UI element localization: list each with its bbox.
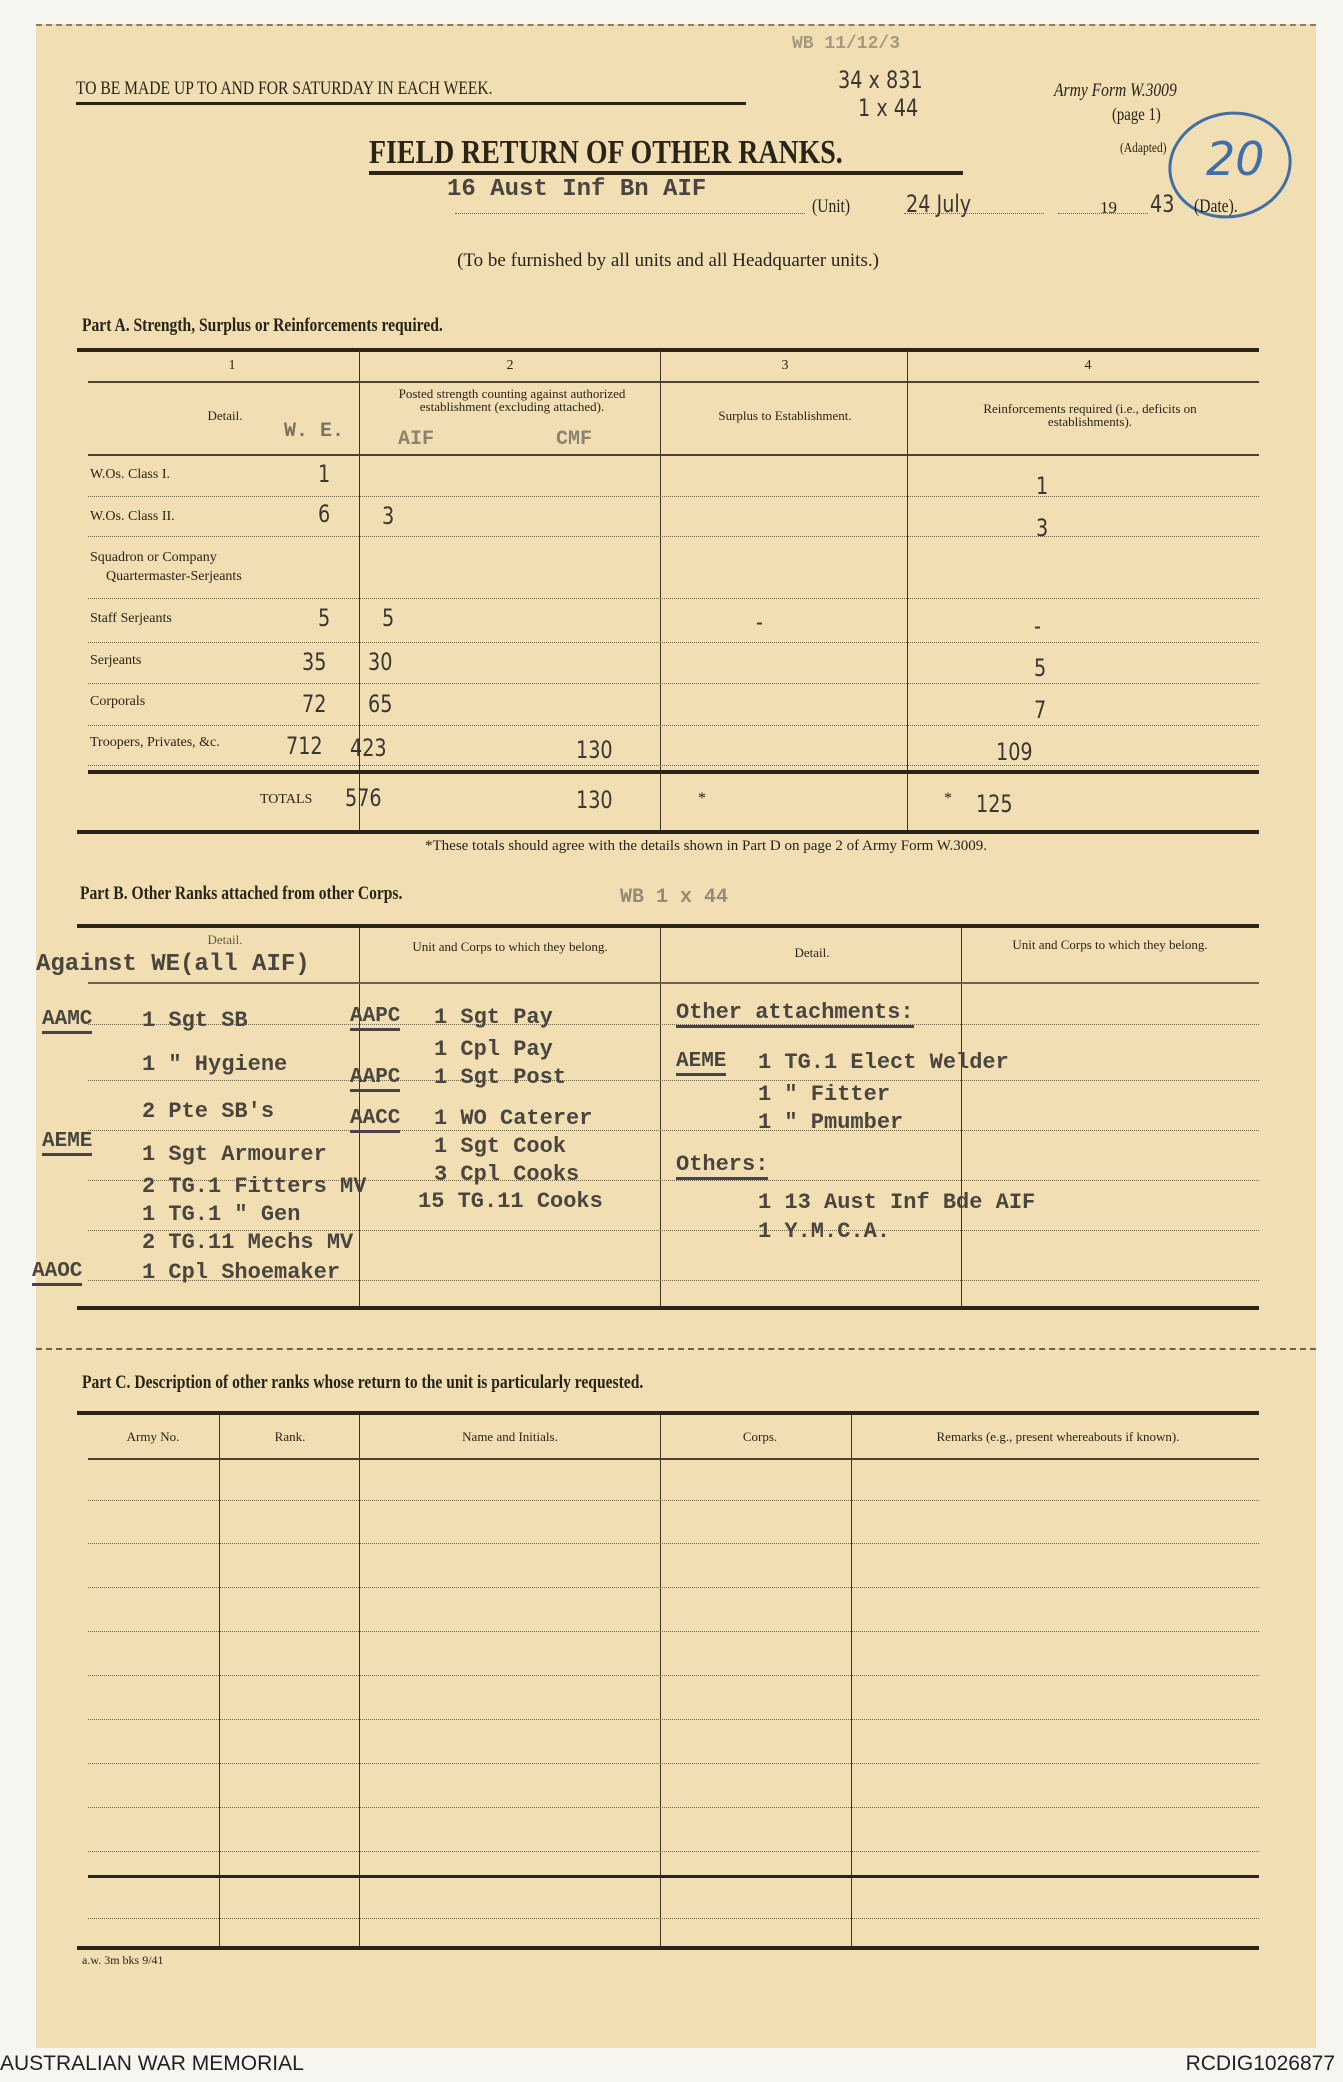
- row-line: [88, 1631, 1259, 1633]
- list-item: 1 TG.1 " Gen: [142, 1202, 301, 1227]
- row-reinf: 109: [996, 738, 1033, 766]
- col-divider: [907, 350, 908, 832]
- row-line: [88, 1807, 1259, 1809]
- list-item: 2 Pte SB's: [142, 1099, 275, 1124]
- row-aif: 5: [382, 604, 395, 632]
- row-we: 5: [318, 604, 331, 632]
- part-c-heading: Part C. Description of other ranks whose return to the unit is particularly requested.: [82, 1372, 644, 1393]
- row-detail: W.Os. Class II.: [90, 509, 175, 524]
- totals-reinf-mark: *: [944, 790, 952, 807]
- row-we: 35: [302, 648, 327, 676]
- divider: [88, 381, 1259, 383]
- header-corps: Corps.: [742, 1429, 778, 1444]
- col-divider: [660, 1415, 661, 1946]
- list-item: 1 Sgt Post: [434, 1065, 567, 1090]
- unit-dotted-line: [455, 213, 805, 215]
- row-reinf: -: [1034, 612, 1041, 640]
- row-line: [88, 1719, 1259, 1721]
- list-item: 2 TG.1 Fitters MV: [142, 1174, 367, 1199]
- col-divider: [961, 928, 962, 1308]
- list-item: 1 Sgt Cook: [434, 1134, 567, 1159]
- list-item: 15 TG.11 Cooks: [418, 1189, 603, 1214]
- title-underline: [369, 171, 963, 175]
- list-item: 1 Sgt Armourer: [142, 1142, 327, 1167]
- list-item: 1 " Pmumber: [758, 1110, 904, 1135]
- row-line: [88, 683, 1259, 685]
- row-aif: 3: [382, 502, 395, 530]
- perforation-line: [36, 1348, 1316, 1350]
- col-divider: [851, 1415, 852, 1946]
- others-heading: Others:: [676, 1152, 768, 1180]
- part-a-bottom-rule: [77, 830, 1259, 834]
- row-line: [88, 1675, 1259, 1677]
- row-we: 6: [318, 500, 331, 528]
- row-cmf: 130: [576, 736, 613, 764]
- header-detail-2: Detail.: [794, 945, 830, 960]
- header-detail: Detail.: [207, 408, 243, 423]
- col-divider: [660, 928, 661, 1308]
- list-item: 1 " Hygiene: [142, 1052, 288, 1077]
- header-name: Name and Initials.: [462, 1429, 558, 1444]
- year-prefix: 19: [1100, 198, 1117, 217]
- date-label: (Date).: [1194, 196, 1238, 217]
- totals-rule: [88, 770, 1259, 774]
- part-b-stamp: WB 1 x 44: [620, 886, 729, 909]
- corps-label: AAPC: [350, 1066, 400, 1092]
- corps-label: AAPC: [350, 1005, 400, 1031]
- col-divider: [660, 350, 661, 832]
- row-line: [88, 1080, 1259, 1082]
- stamp-line-2: 1 x 44: [858, 94, 919, 122]
- footer-id: RCDIG1026877: [1185, 2052, 1335, 2075]
- stamp-line-1: 34 x 831: [838, 66, 923, 94]
- divider: [76, 102, 746, 105]
- totals-aif: 576: [345, 784, 382, 812]
- corps-label: AAMC: [42, 1008, 92, 1034]
- header-rank: Rank.: [274, 1429, 306, 1444]
- header-cmf: CMF: [556, 428, 593, 451]
- row-reinf: 5: [1034, 654, 1047, 682]
- list-item: 1 13 Aust Inf Bde AIF: [758, 1190, 1036, 1215]
- row-line: [88, 536, 1259, 538]
- row-line: [88, 1458, 1259, 1460]
- date-dotted-line: [904, 213, 1044, 215]
- row-aif: 423: [350, 734, 387, 762]
- header-reinforcements: Reinforcements required (i.e., deficits on establishments).: [983, 401, 1197, 429]
- row-line: [88, 765, 1259, 767]
- row-reinf: 1: [1036, 472, 1049, 500]
- year-value: 43: [1150, 190, 1175, 218]
- part-b-bottom-rule: [77, 1306, 1259, 1310]
- part-b-top-rule: [77, 924, 1259, 928]
- row-detail: Corporals: [90, 694, 146, 709]
- subtitle: (To be furnished by all units and all Headquarter units.): [457, 250, 879, 271]
- against-note: Against WE(all AIF): [36, 951, 310, 978]
- corps-label: AAOC: [32, 1260, 82, 1286]
- row-line: [88, 1024, 1259, 1026]
- col-divider: [359, 1415, 360, 1946]
- divider: [88, 982, 1259, 985]
- part-a-top-rule: [77, 348, 1259, 352]
- row-line: [88, 1130, 1259, 1132]
- date-value: 24 July: [906, 190, 972, 218]
- row-line: [88, 1851, 1259, 1853]
- part-c-top-rule: [77, 1411, 1259, 1415]
- header-army-no: Army No.: [126, 1429, 180, 1444]
- row-line: [88, 642, 1259, 644]
- header-unit-corps-2: Unit and Corps to which they belong.: [1012, 937, 1208, 952]
- row-detail-line-2: Quartermaster-Serjeants: [106, 569, 242, 584]
- row-we: 72: [302, 690, 327, 718]
- row-aif: 30: [368, 648, 393, 676]
- list-item: 1 Sgt SB: [142, 1008, 248, 1033]
- header-surplus: Surplus to Establishment.: [718, 408, 852, 423]
- header-posted: Posted strength counting against authorized establishment (excluding attached).: [398, 386, 626, 414]
- list-item: 3 Cpl Cooks: [434, 1162, 580, 1187]
- part-c-bottom-rule: [77, 1946, 1259, 1950]
- row-detail: Serjeants: [90, 653, 142, 668]
- footer-source: AUSTRALIAN WAR MEMORIAL: [0, 2052, 304, 2075]
- list-item: 1 WO Caterer: [434, 1106, 593, 1131]
- row-detail: Staff Serjeants: [90, 611, 172, 626]
- list-item: 2 TG.11 Mechs MV: [142, 1230, 354, 1255]
- header-aif: AIF: [398, 428, 435, 451]
- list-item: 1 Sgt Pay: [434, 1005, 553, 1030]
- part-a-heading: Part A. Strength, Surplus or Reinforcements required.: [82, 315, 443, 336]
- part-a-footnote: *These totals should agree with the details shown in Part D on page 2 of Army Form W.3009.: [424, 838, 988, 854]
- instruction-text: TO BE MADE UP TO AND FOR SATURDAY IN EACH WEEK.: [76, 78, 493, 99]
- header-detail: Detail.: [207, 932, 243, 947]
- header-we: W. E.: [284, 420, 345, 443]
- row-we: 712: [286, 732, 323, 760]
- col-number-4: 4: [1084, 358, 1092, 373]
- stamp-top: WB 11/12/3: [792, 34, 901, 54]
- totals-reinf: 125: [976, 790, 1013, 818]
- form-name: Army Form W.3009: [1054, 80, 1177, 101]
- other-attachments-heading: Other attachments:: [676, 1000, 914, 1028]
- list-item: 1 Y.M.C.A.: [758, 1219, 891, 1244]
- row-line: [88, 598, 1259, 600]
- row-line: [88, 1587, 1259, 1589]
- unit-value: 16 Aust Inf Bn AIF: [447, 176, 707, 203]
- list-item: 1 Cpl Shoemaker: [142, 1260, 341, 1285]
- totals-label: TOTALS: [260, 792, 313, 807]
- row-reinf: 3: [1036, 514, 1049, 542]
- corps-label: AACC: [350, 1107, 400, 1133]
- row-line: [88, 1500, 1259, 1502]
- unit-label: (Unit): [812, 196, 851, 217]
- col-number-1: 1: [228, 358, 236, 373]
- row-detail: Squadron or Company: [90, 550, 217, 565]
- divider: [88, 454, 1259, 456]
- row-line: [88, 725, 1259, 727]
- header-remarks: Remarks (e.g., present whereabouts if known).: [936, 1429, 1180, 1444]
- row-aif: 65: [368, 690, 393, 718]
- form-page: (page 1): [1112, 104, 1161, 124]
- list-item: 1 Cpl Pay: [434, 1037, 553, 1062]
- corps-label: AEME: [42, 1130, 92, 1156]
- printer-imprint: a.w. 3m bks 9/41: [82, 1953, 164, 1967]
- corps-label: AEME: [676, 1050, 726, 1076]
- row-line: [88, 1875, 1259, 1878]
- row-reinf: 7: [1034, 696, 1047, 724]
- row-line: [88, 1918, 1259, 1920]
- part-b-heading: Part B. Other Ranks attached from other Corps.: [80, 883, 403, 904]
- row-line: [88, 1763, 1259, 1765]
- totals-surplus: *: [698, 790, 706, 807]
- row-line: [88, 496, 1259, 498]
- col-number-2: 2: [506, 358, 514, 373]
- page-title: FIELD RETURN OF OTHER RANKS.: [369, 134, 843, 171]
- totals-cmf: 130: [576, 786, 613, 814]
- col-divider: [219, 1415, 220, 1946]
- col-number-3: 3: [781, 358, 789, 373]
- row-we: 1: [318, 460, 331, 488]
- row-detail: W.Os. Class I.: [90, 467, 170, 482]
- list-item: 1 TG.1 Elect Welder: [758, 1050, 1009, 1075]
- row-detail: Troopers, Privates, &c.: [90, 735, 220, 750]
- row-line: [88, 1543, 1259, 1545]
- list-item: 1 " Fitter: [758, 1082, 891, 1107]
- circled-number: 20: [1206, 132, 1265, 186]
- form-adapted: (Adapted): [1120, 141, 1167, 156]
- header-unit-corps: Unit and Corps to which they belong.: [412, 939, 608, 954]
- row-surplus: -: [756, 608, 763, 636]
